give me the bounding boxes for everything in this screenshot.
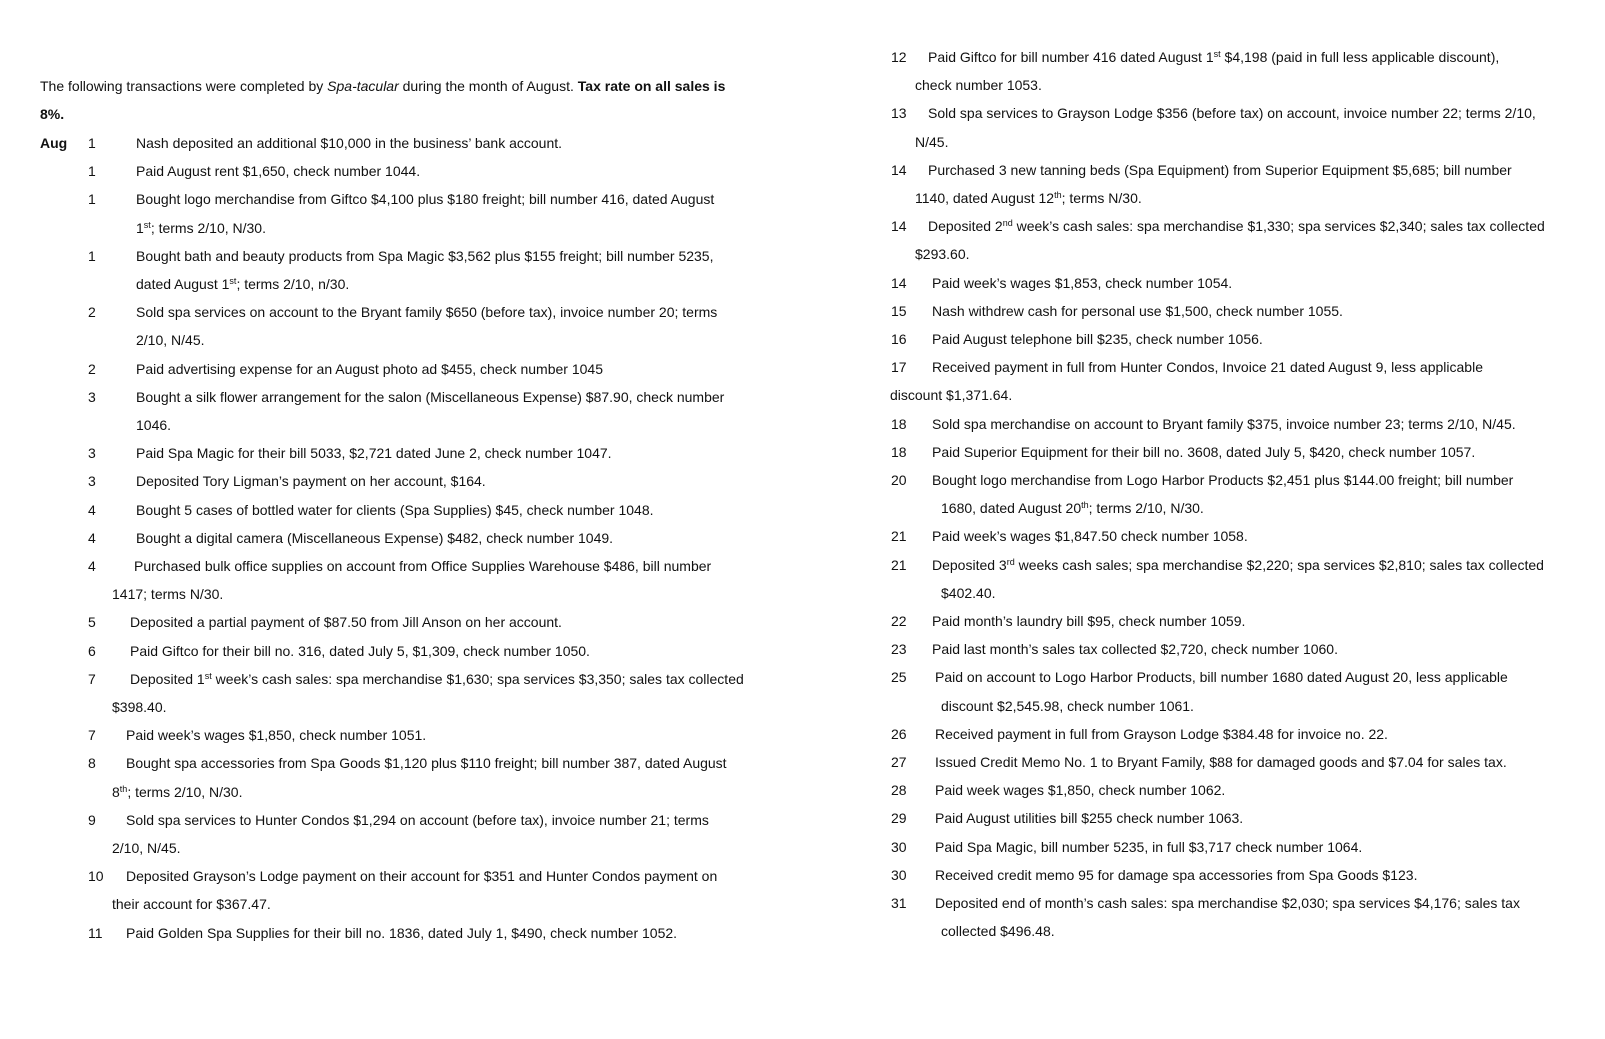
transaction-line-sup: th — [119, 783, 128, 794]
transaction-line: Paid Spa Magic for their bill 5033, $2,721 dated June 2, check number 1047. — [136, 445, 612, 462]
transaction-line: Purchased 3 new tanning beds (Spa Equipment) from Superior Equipment $5,685; bill number — [928, 161, 1512, 178]
transaction-day: 9 — [88, 811, 96, 828]
transaction-line: 1417; terms N/30. — [112, 586, 224, 603]
transaction-line: Sold spa services to Hunter Condos $1,294 on account (before tax), invoice number 21; terms — [126, 811, 709, 828]
transaction-line-text-2: ; terms 2/10, N/30. — [127, 783, 243, 800]
transaction-day: 1 — [88, 163, 96, 180]
transaction-line: Purchased bulk office supplies on account from Office Supplies Warehouse $486, bill number — [134, 558, 712, 574]
transaction-line: Paid week wages $1,850, check number 1062. — [935, 782, 1226, 799]
company-name: Spa-tacular — [327, 78, 399, 94]
transaction-line: Deposited Tory Ligman’s payment on her account, $164. — [136, 473, 486, 490]
transaction-line: Paid Superior Equipment for their bill no. 3608, dated July 5, $420, check number 1057. — [932, 443, 1476, 460]
transaction-line: check number 1053. — [915, 77, 1042, 94]
transaction-line — [928, 47, 1499, 67]
transaction-day: 1 — [88, 247, 96, 264]
transaction-line: Paid last month’s sales tax collected $2,720, check number 1060. — [932, 641, 1338, 658]
transaction-line-sup: th — [1081, 500, 1089, 511]
transaction-day: 5 — [88, 614, 96, 631]
transaction-line-text: dated August 1 — [136, 276, 230, 292]
transaction-line: Bought spa accessories from Spa Goods $1,120 plus $110 freight; bill number 387, dated August — [126, 755, 727, 772]
transaction-line: Paid week’s wages $1,853, check number 1054. — [932, 274, 1233, 291]
transaction-day: 17 — [891, 359, 907, 376]
intro-text-2: during the month of August. — [398, 78, 578, 94]
transaction-line: N/45. — [915, 133, 949, 150]
transaction-line: 1046. — [136, 417, 172, 433]
transaction-line: Paid August telephone bill $235, check number 1056. — [932, 331, 1263, 347]
transaction-line: Issued Credit Memo No. 1 to Bryant Family, $88 for damaged goods and $7.04 for sales tax. — [935, 754, 1507, 770]
transaction-line: Sold spa services to Grayson Lodge $356 (before tax) on account, invoice number 22; terms 2/10, — [928, 105, 1536, 122]
transaction-day: 14 — [891, 161, 907, 178]
transaction-day: 21 — [891, 528, 907, 545]
transaction-line-text-2: week’s cash sales: spa merchandise $1,630; spa services $3,350; sales tax collected — [211, 670, 744, 687]
transaction-day: 30 — [891, 838, 907, 855]
transaction-line-text: 1 — [136, 219, 144, 236]
transaction-line: Paid week’s wages $1,850, check number 1051. — [126, 727, 427, 744]
transaction-day: 14 — [891, 218, 907, 235]
transaction-line-text: Deposited 2 — [928, 218, 1003, 235]
transaction-line: Bought logo merchandise from Logo Harbor Products $2,451 plus $144.00 freight; bill number — [932, 472, 1514, 488]
transaction-line: Paid August rent $1,650, check number 1044. — [136, 163, 421, 180]
transaction-line: collected $496.48. — [941, 923, 1055, 940]
transaction-line: Paid Golden Spa Supplies for their bill no. 1836, dated July 1, $490, check number 1052. — [126, 924, 678, 941]
transaction-line: Deposited end of month’s cash sales: spa merchandise $2,030; spa services $4,176; sales tax — [935, 895, 1520, 911]
transaction-day: 1 — [88, 135, 96, 151]
transaction-line: their account for $367.47. — [112, 896, 271, 913]
transaction-line-text: 8 — [112, 783, 120, 800]
transaction-day: 27 — [891, 754, 907, 770]
transaction-line: Bought a digital camera (Miscellaneous Expense) $482, check number 1049. — [136, 529, 614, 546]
transaction-line: $293.60. — [915, 246, 970, 263]
transaction-day: 4 — [88, 501, 96, 518]
transaction-line: Bought 5 cases of bottled water for clients (Spa Supplies) $45, check number 1048. — [136, 501, 654, 518]
transaction-line: Paid week’s wages $1,847.50 check number 1058. — [932, 528, 1248, 545]
transaction-day: 1 — [88, 191, 96, 208]
transaction-day: 4 — [88, 558, 96, 574]
transaction-day: 15 — [891, 302, 907, 319]
transaction-line: Sold spa merchandise on account to Bryant family $375, invoice number 23; terms 2/10, N/45. — [932, 415, 1516, 432]
transaction-line: Received credit memo 95 for damage spa accessories from Spa Goods $123. — [935, 866, 1418, 883]
transaction-line — [932, 555, 1544, 575]
transaction-line-text-2: weeks cash sales; spa merchandise $2,220; spa services $2,810; sales tax collected — [1014, 556, 1544, 573]
transaction-line: Deposited Grayson’s Lodge payment on their account for $351 and Hunter Condos payment on — [126, 868, 718, 885]
transaction-day: 28 — [891, 782, 907, 799]
transaction-line-sup: rd — [1006, 556, 1015, 567]
transaction-line: Sold spa services on account to the Bryant family $650 (before tax), invoice number 20; terms — [136, 304, 718, 321]
transaction-line: Received payment in full from Grayson Lodge $384.48 for invoice no. 22. — [935, 725, 1388, 742]
transaction-day: 21 — [891, 556, 907, 573]
transaction-line: Paid advertising expense for an August photo ad $455, check number 1045 — [136, 360, 603, 377]
transaction-line: discount $1,371.64. — [890, 387, 1013, 404]
transaction-day: 6 — [88, 642, 96, 659]
transaction-day: 2 — [88, 304, 96, 321]
transaction-line: Paid Giftco for their bill no. 316, dated July 5, $1,309, check number 1050. — [130, 642, 590, 659]
transaction-line — [928, 216, 1545, 236]
transaction-day: 7 — [88, 727, 96, 744]
transaction-line-sup: st — [204, 670, 212, 681]
transaction-day: 16 — [891, 331, 907, 347]
transaction-day: 18 — [891, 415, 907, 432]
transaction-line-text-2: ; terms 2/10, N/30. — [1088, 500, 1204, 517]
transaction-day: 3 — [88, 445, 96, 462]
transaction-day: 13 — [891, 105, 907, 122]
transaction-day: 25 — [891, 669, 907, 686]
transaction-line-text-2: ; terms N/30. — [1061, 190, 1142, 206]
transaction-line: Bought logo merchandise from Giftco $4,100 plus $180 freight; bill number 416, dated August — [136, 191, 715, 208]
transaction-day: 10 — [88, 868, 104, 885]
transaction-line-text: 1140, dated August 12 — [915, 190, 1055, 206]
transaction-line: Paid Spa Magic, bill number 5235, in full $3,717 check number 1064. — [935, 838, 1363, 855]
transaction-line: Bought a silk flower arrangement for the salon (Miscellaneous Expense) $87.90, check number — [136, 388, 725, 405]
transaction-line — [136, 218, 266, 238]
transaction-day: 11 — [88, 924, 103, 941]
transaction-line-text: Deposited 1 — [130, 670, 205, 687]
transaction-day: 2 — [88, 360, 96, 377]
transaction-line-sup: th — [1054, 190, 1062, 200]
transaction-day: 3 — [88, 388, 96, 405]
transaction-line: $402.40. — [941, 584, 996, 601]
transaction-line: discount $2,545.98, check number 1061. — [941, 697, 1194, 714]
transaction-line: 2/10, N/45. — [112, 840, 181, 856]
transaction-day: 12 — [891, 49, 907, 65]
intro-text: The following transactions were completed by — [40, 78, 328, 94]
transaction-line: Paid on account to Logo Harbor Products, bill number 1680 dated August 20, less applicable — [935, 669, 1508, 686]
month-label: Aug — [40, 135, 68, 151]
tax-rate-note: Tax rate on all sales is — [577, 78, 726, 94]
transaction-line: Paid month’s laundry bill $95, check number 1059. — [932, 613, 1246, 629]
transaction-line: 2/10, N/45. — [136, 332, 205, 349]
transaction-day: 29 — [891, 810, 907, 827]
transaction-line — [915, 188, 1142, 208]
tax-rate-value: 8%. — [40, 106, 65, 122]
transaction-day: 14 — [891, 274, 907, 291]
transaction-day: 18 — [891, 443, 907, 460]
transaction-line-text-2: $4,198 (paid in full less applicable discount), — [1220, 49, 1500, 65]
transaction-day: 3 — [88, 473, 96, 490]
transaction-line-text-2: ; terms 2/10, n/30. — [236, 276, 350, 292]
transaction-day: 30 — [891, 866, 907, 883]
transaction-line-sup: st — [1213, 49, 1221, 59]
transaction-line — [136, 274, 349, 294]
transaction-day: 4 — [88, 529, 96, 546]
transaction-day: 8 — [88, 755, 96, 772]
transaction-day: 23 — [891, 641, 907, 658]
transaction-line-text: Paid Giftco for bill number 416 dated August 1 — [928, 49, 1214, 65]
transaction-line — [130, 669, 744, 689]
transaction-line: Bought bath and beauty products from Spa Magic $3,562 plus $155 freight; bill number 5235, — [136, 247, 714, 264]
transaction-day: 31 — [891, 895, 907, 911]
transaction-day: 22 — [891, 613, 907, 629]
transaction-line-text: 1680, dated August 20 — [941, 500, 1082, 517]
transaction-line-text-2: week’s cash sales: spa merchandise $1,330; spa services $2,340; sales tax collected — [1012, 218, 1545, 235]
transaction-line-sup: nd — [1002, 218, 1013, 229]
intro-line-1 — [40, 76, 725, 96]
transaction-line: Received payment in full from Hunter Condos, Invoice 21 dated August 9, less applicable — [932, 359, 1483, 376]
transaction-line: Nash withdrew cash for personal use $1,500, check number 1055. — [932, 302, 1343, 319]
transaction-line-sup: st — [229, 276, 237, 286]
transaction-line: Deposited a partial payment of $87.50 from Jill Anson on her account. — [130, 614, 562, 631]
transaction-line: Paid August utilities bill $255 check number 1063. — [935, 810, 1244, 827]
transaction-day: 20 — [891, 472, 907, 488]
transaction-day: 7 — [88, 670, 96, 687]
transaction-line-text-2: ; terms 2/10, N/30. — [150, 219, 266, 236]
transaction-line: Nash deposited an additional $10,000 in the business’ bank account. — [136, 135, 563, 151]
transaction-day: 26 — [891, 725, 907, 742]
transaction-line-text: Deposited 3 — [932, 556, 1007, 573]
transaction-line: $398.40. — [112, 699, 167, 715]
transaction-line — [112, 782, 242, 802]
transaction-line-sup: st — [143, 219, 151, 230]
transaction-line — [941, 498, 1204, 518]
